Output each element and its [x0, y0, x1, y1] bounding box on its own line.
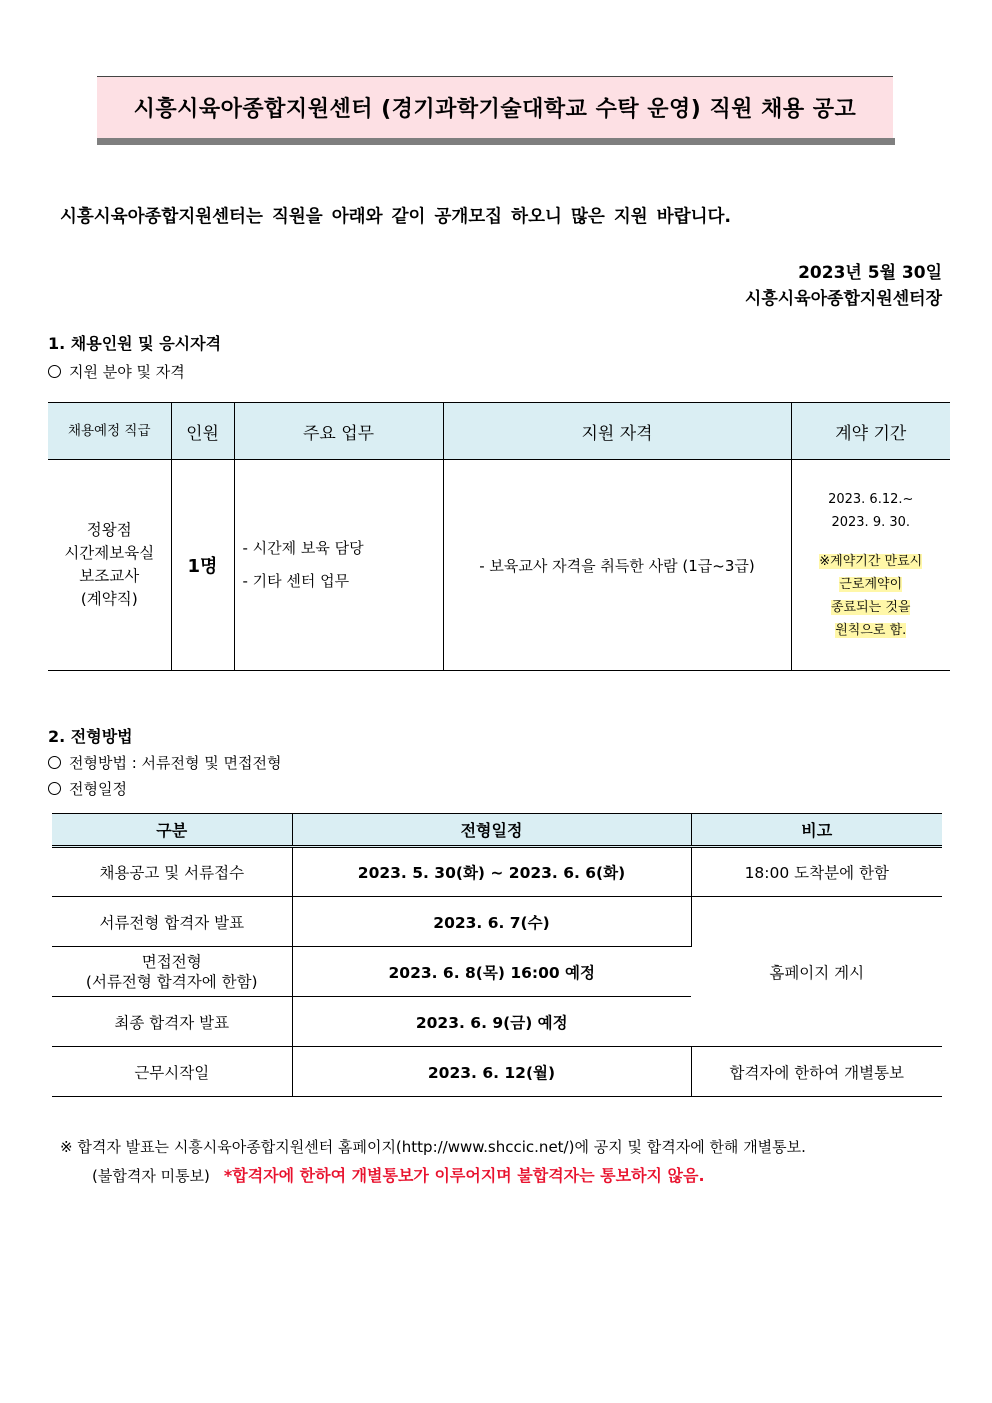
schedule-cell: 2023. 6. 7(수) — [292, 897, 691, 947]
schedule-cell: 2023. 6. 8(목) 16:00 예정 — [292, 947, 691, 997]
title-shadow — [97, 138, 895, 145]
category-cell: 근무시작일 — [52, 1047, 292, 1097]
category-cell: 채용공고 및 서류접수 — [52, 847, 292, 897]
category-cell: 면접전형 (서류전형 합격자에 한함) — [52, 947, 292, 997]
duties-cell: - 시간제 보육 담당 - 기타 센터 업무 — [234, 460, 443, 671]
announcement-date: 2023년 5월 30일 — [798, 263, 942, 283]
section2-sub2: 전형일정 — [48, 778, 127, 799]
footnote-red-notice: *합격자에 한하여 개별통보가 이루어지며 불합격자는 통보하지 않음. — [223, 1166, 705, 1185]
footnote-no-notice: (불합격자 미통보) — [92, 1167, 210, 1185]
circle-bullet-icon — [48, 365, 61, 378]
schedule-cell: 2023. 6. 12(월) — [292, 1047, 691, 1097]
schedule-cell: 2023. 5. 30(화) ~ 2023. 6. 6(화) — [292, 847, 691, 897]
header-position: 채용예정 직급 — [48, 403, 171, 460]
count-cell: 1명 — [171, 460, 234, 671]
header-period: 계약 기간 — [791, 403, 950, 460]
circle-bullet-icon — [48, 782, 61, 795]
footnote-line1: ※ 합격자 발표는 시흥시육아종합지원센터 홈페이지(http://www.shccic.net/)에 공지 및 합격자에 한해 개별통보. — [60, 1138, 806, 1156]
schedule-table — [52, 813, 942, 1097]
section1-sub-text: 지원 분야 및 자격 — [69, 363, 185, 381]
section1-sub — [48, 361, 185, 382]
category-cell: 최종 합격자 발표 — [52, 997, 292, 1047]
qualification-cell: - 보육교사 자격을 취득한 사람 (1급~3급) — [443, 460, 791, 671]
section2-sub1: 전형방법 : 서류전형 및 면접전형 — [48, 752, 282, 773]
category-cell: 서류전형 합격자 발표 — [52, 897, 292, 947]
footnote-line2 — [92, 1163, 705, 1186]
header-category: 구분 — [52, 814, 292, 847]
organization-head: 시흥시육아종합지원센터장 — [744, 289, 942, 309]
section1-title: 1. 채용인원 및 응시자격 — [48, 334, 222, 353]
recruitment-table-header — [48, 403, 950, 460]
table-row — [52, 847, 942, 897]
intro-text: 시흥시육아종합지원센터는 직원을 아래와 같이 공개모집 하오니 많은 지원 바랍니다. — [60, 207, 732, 227]
section2-title: 2. 전형방법 — [48, 727, 133, 746]
table-row — [52, 1047, 942, 1097]
header-count: 인원 — [171, 403, 234, 460]
period-note-line: 원칙으로 함. — [835, 623, 907, 638]
header-schedule: 전형일정 — [292, 814, 691, 847]
table-row — [52, 897, 942, 947]
circle-bullet-icon — [48, 756, 61, 769]
header-duties: 주요 업무 — [234, 403, 443, 460]
period-cell: 2023. 6.12.~ 2023. 9. 30. ※계약기간 만료시 근로계약이 종료되는 것을 원칙으로 함. — [791, 460, 950, 671]
period-note-line: ※계약기간 만료시 — [819, 554, 923, 569]
position-cell: 정왕점 시간제보육실 보조교사 (계약직) — [48, 460, 171, 671]
page-title: 시흥시육아종합지원센터 (경기과학기술대학교 수탁 운영) 직원 채용 공고 — [133, 97, 857, 122]
header-note: 비고 — [691, 814, 942, 847]
schedule-table-header — [52, 814, 942, 847]
merged-note-cell: 홈페이지 게시 — [691, 897, 942, 1047]
recruitment-table-row — [48, 460, 950, 671]
header-qualification: 지원 자격 — [443, 403, 791, 460]
title-box — [97, 76, 893, 138]
note-cell: 합격자에 한하여 개별통보 — [691, 1047, 942, 1097]
recruitment-table — [48, 402, 950, 671]
period-note-line: 근로계약이 — [839, 577, 903, 592]
note-cell: 18:00 도착분에 한함 — [691, 847, 942, 897]
period-note-line: 종료되는 것을 — [831, 600, 911, 615]
schedule-cell: 2023. 6. 9(금) 예정 — [292, 997, 691, 1047]
